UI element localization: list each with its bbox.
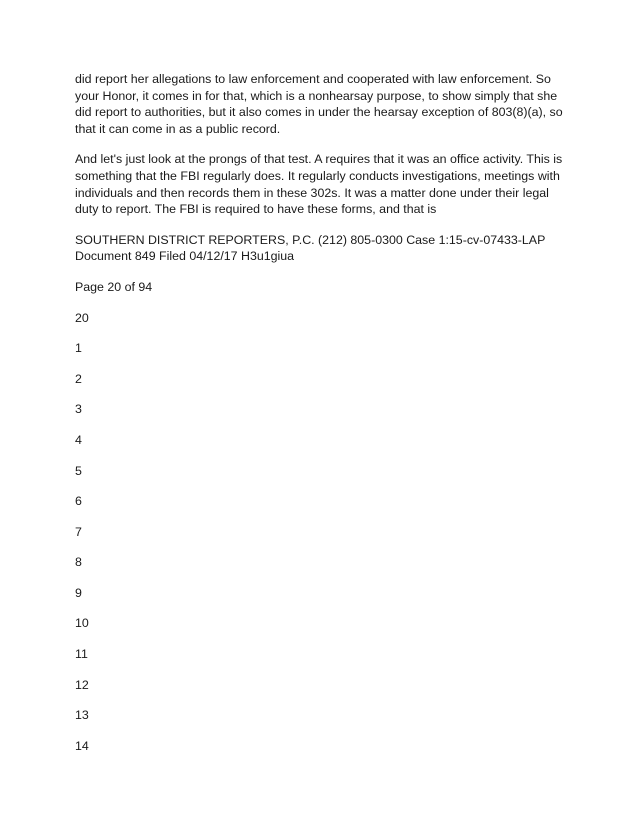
line-number: 4 [75, 432, 82, 447]
reporter-header-text: SOUTHERN DISTRICT REPORTERS, P.C. (212) 805-0300 Case 1:15-cv-07433-LAP Document 849 Filed 04/12/17 H3u1giua [75, 232, 546, 264]
line-number-list [75, 310, 575, 769]
line-number: 14 [75, 738, 89, 753]
page-indicator [75, 279, 575, 296]
line-number: 10 [75, 616, 89, 631]
paragraph-text: And let's just look at the prongs of that test. A requires that it was an office activity. This is something that the FBI regularly does. It regularly conducts investigations, meetings with individuals and then records them in these 302s. It was a matter done under their legal duty to report. The FBI is required to have these forms, and that is [75, 152, 563, 217]
line-number: 1 [75, 341, 82, 356]
page-indicator-text: Page 20 of 94 [75, 279, 153, 294]
line-number: 6 [75, 494, 82, 509]
line-number: 11 [75, 647, 88, 662]
line-number: 12 [75, 677, 89, 692]
line-number: 2 [75, 371, 82, 386]
reporter-header [75, 232, 575, 265]
body-paragraph-1 [75, 71, 575, 137]
line-number: 7 [75, 524, 82, 539]
body-paragraph-2 [75, 151, 575, 217]
line-number: 13 [75, 708, 89, 723]
line-number: 8 [75, 555, 82, 570]
line-number: 9 [75, 585, 82, 600]
page-number: 20 [75, 310, 89, 325]
line-number: 5 [75, 463, 82, 478]
line-number: 3 [75, 402, 82, 417]
paragraph-text: did report her allegations to law enforcement and cooperated with law enforcement. So your Honor, it comes in for that, which is a nonhearsay purpose, to show simply that she did report to authorities, but it also comes in under the hearsay exception of 803(8)(a), so that it can come in as a public record. [75, 72, 563, 136]
document-page [75, 71, 575, 768]
